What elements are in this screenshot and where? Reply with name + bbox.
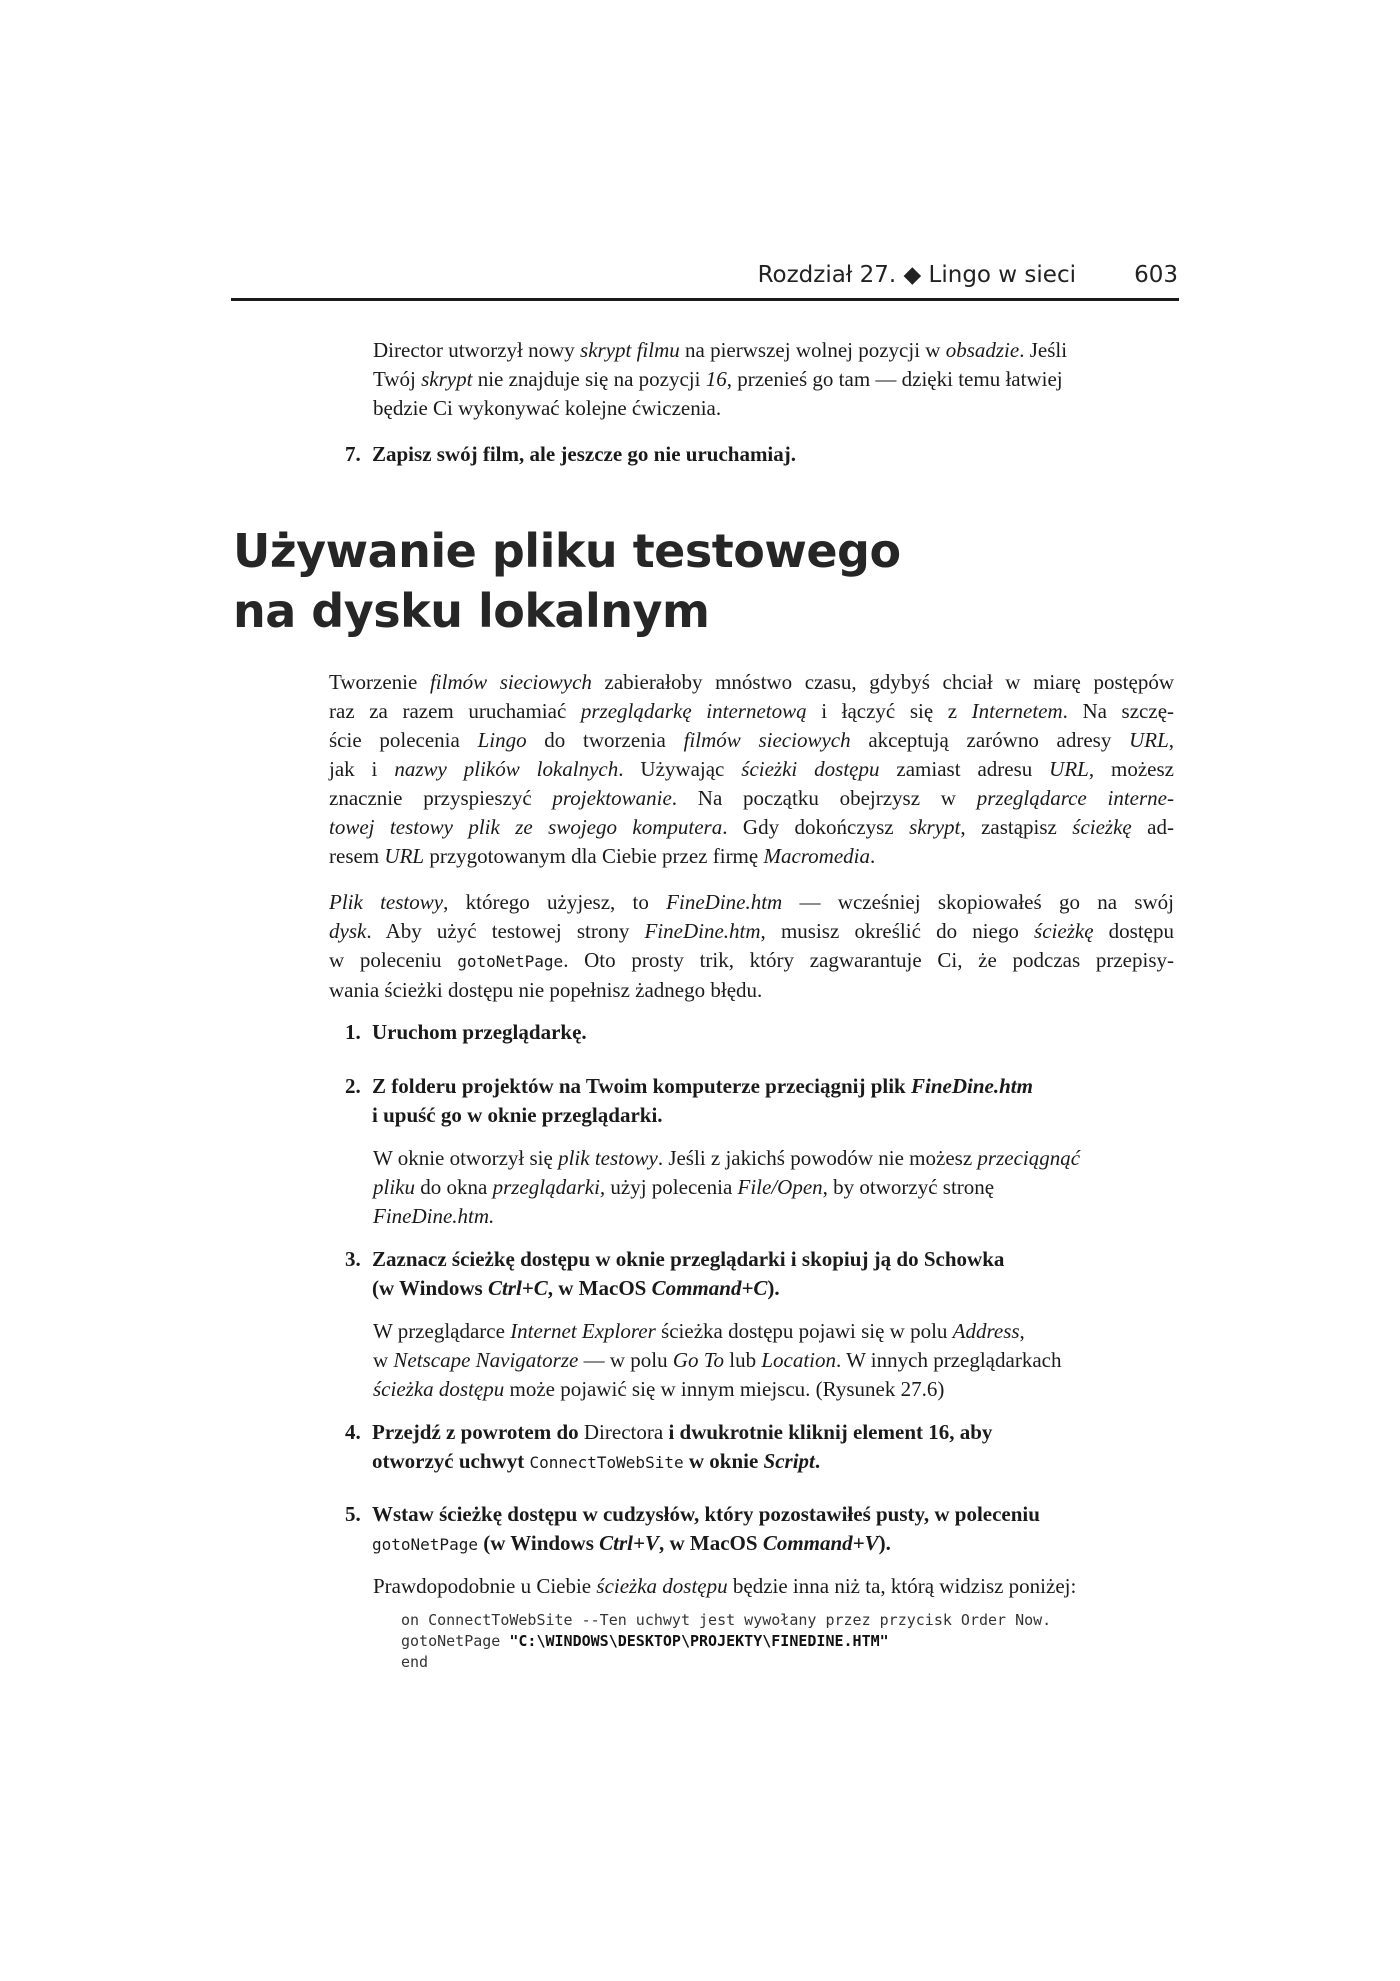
running-head xyxy=(232,262,1178,296)
text-line xyxy=(373,1144,1153,1173)
text: ścieżka dostępu pojawi się w polu xyxy=(655,1319,953,1343)
step-text: Uruchom przeglądarkę. xyxy=(372,1020,587,1044)
text-line xyxy=(329,726,1174,755)
text: będzie inna niż ta, którą widzisz poniżej: xyxy=(727,1574,1077,1598)
term: Script xyxy=(763,1449,815,1473)
text-line xyxy=(329,917,1174,946)
text-line xyxy=(329,784,1174,813)
app-name: Directora xyxy=(583,1420,664,1444)
text: . W innych przeglądarkach xyxy=(836,1348,1062,1372)
step-3 xyxy=(345,1245,1145,1305)
term: Go To xyxy=(672,1348,724,1372)
step-text xyxy=(372,1418,992,1477)
term: Lingo xyxy=(477,728,527,752)
text: zabierałoby mnóstwo czasu, gdybyś chciał w miarę postępów xyxy=(591,670,1174,694)
text: (w Windows xyxy=(477,1531,600,1555)
term: Internetem xyxy=(971,699,1063,723)
text: , przenieś go tam — dzięki temu łatwiej xyxy=(726,367,1063,391)
text-line xyxy=(372,1274,1004,1303)
step-3-note xyxy=(373,1317,1153,1404)
text: ście polecenia xyxy=(329,728,478,752)
term: przeglądarki, xyxy=(492,1175,606,1199)
text: dostępu xyxy=(1093,919,1174,943)
text-line: Wstaw ścieżkę dostępu w cudzysłów, który pozostawiłeś pusty, w poleceniu xyxy=(372,1502,1040,1526)
text: może pojawić się w innym miejscu. (Rysunek 27.6) xyxy=(504,1377,945,1401)
text: użyj polecenia xyxy=(605,1175,738,1199)
term: Macromedia xyxy=(763,844,870,868)
text: . Jeśli xyxy=(1019,338,1068,362)
text: do tworzenia xyxy=(526,728,684,752)
code-line: end xyxy=(401,1653,429,1671)
text: , którego użyjesz, to xyxy=(443,890,667,914)
step-number: 7. xyxy=(345,442,361,466)
text: . Aby użyć testowej strony xyxy=(366,919,645,943)
term: ścieżkę xyxy=(1034,919,1094,943)
text: do okna xyxy=(415,1175,493,1199)
text: W oknie otworzył się xyxy=(373,1146,559,1170)
term: skrypt xyxy=(421,367,473,391)
term: URL xyxy=(384,844,425,868)
heading-line: Używanie pliku testowego xyxy=(233,524,901,578)
text: , musisz określić do niego xyxy=(760,919,1035,943)
term: Internet Explorer xyxy=(510,1319,656,1343)
text: , możesz xyxy=(1088,757,1174,781)
text: , w MacOS xyxy=(658,1531,763,1555)
header-rule xyxy=(231,298,1179,301)
code-line: on ConnectToWebSite --Ten uchwyt jest wywołany przez przycisk Order Now. xyxy=(401,1611,1052,1629)
text-line xyxy=(373,1173,1153,1202)
step-number: 4. xyxy=(345,1420,361,1444)
code-term: gotoNetPage xyxy=(372,1535,478,1554)
text: . Na szczę- xyxy=(1062,699,1175,723)
step-text: Zapisz swój film, ale jeszcze go nie uruchamiaj. xyxy=(372,442,797,466)
term: 16 xyxy=(705,367,727,391)
step-text xyxy=(372,1245,1004,1303)
text-line xyxy=(329,755,1174,784)
code-text: gotoNetPage xyxy=(401,1632,510,1650)
text: Twój xyxy=(373,367,422,391)
term: URL xyxy=(1129,728,1169,752)
text-line: i upuść go w oknie przeglądarki. xyxy=(372,1103,663,1127)
text: Tworzenie xyxy=(329,670,430,694)
text: Z folderu projektów na Twoim komputerze przeciągnij plik xyxy=(372,1074,911,1098)
text-line xyxy=(329,813,1174,842)
step-number: 3. xyxy=(345,1247,361,1271)
text: ). xyxy=(767,1276,780,1300)
term: towej testowy plik ze swojego komputera xyxy=(329,815,723,839)
heading-line: na dysku lokalnym xyxy=(233,584,710,638)
text: akceptują zarówno adresy xyxy=(850,728,1130,752)
term: FineDine.htm xyxy=(666,890,783,914)
code-term: gotoNetPage xyxy=(457,952,564,971)
text: ad- xyxy=(1131,815,1174,839)
term: FineDine.htm xyxy=(644,919,761,943)
term: Address xyxy=(952,1319,1020,1343)
step-text xyxy=(372,1072,1033,1130)
text: i dwukrotnie kliknij element 16, aby xyxy=(663,1420,993,1444)
text: , zastąpisz xyxy=(960,815,1073,839)
text: i łączyć się z xyxy=(806,699,972,723)
paragraph-1 xyxy=(329,668,1174,871)
text: znacznie przyspieszyć xyxy=(329,786,553,810)
term: ścieżka dostępu xyxy=(373,1377,505,1401)
text: . xyxy=(814,1449,821,1473)
paragraph-2 xyxy=(329,888,1174,1005)
text: w poleceniu xyxy=(329,948,458,972)
code-term: ConnectToWebSite xyxy=(529,1453,684,1472)
term: ścieżkę xyxy=(1072,815,1132,839)
text: Przejdź z powrotem do xyxy=(372,1420,584,1444)
text: — w polu xyxy=(578,1348,673,1372)
text: — wcześniej skopiowałeś go na swój xyxy=(782,890,1175,914)
text: jak i xyxy=(329,757,395,781)
text: Director utworzył nowy xyxy=(373,338,581,362)
text: (w Windows xyxy=(372,1276,488,1300)
text: . xyxy=(870,844,876,868)
step-number: 1. xyxy=(345,1020,361,1044)
text: lub xyxy=(723,1348,762,1372)
step-2-note xyxy=(373,1144,1153,1231)
term: przeglądarce interne- xyxy=(976,786,1174,810)
text: . Na początku obejrzysz w xyxy=(671,786,977,810)
text-line xyxy=(329,668,1174,697)
intro-paragraph xyxy=(373,336,1106,423)
text-line xyxy=(329,697,1174,726)
term: File/Open xyxy=(737,1175,823,1199)
text: w oknie xyxy=(683,1449,764,1473)
section-heading xyxy=(233,521,901,641)
text-line xyxy=(373,1572,1173,1601)
text: zamiast adresu xyxy=(879,757,1050,781)
step-number: 2. xyxy=(345,1074,361,1098)
text-line xyxy=(373,336,1106,365)
step-5-note xyxy=(373,1572,1173,1601)
text-line xyxy=(329,842,1174,871)
term: przeciągnąć xyxy=(977,1146,1081,1170)
text: Prawdopodobnie u Ciebie xyxy=(373,1574,597,1598)
term: FineDine.htm. xyxy=(373,1204,495,1228)
term: skrypt xyxy=(909,815,961,839)
text: . Jeśli z jakichś powodów nie możesz xyxy=(657,1146,978,1170)
term: Netscape Navigatorze xyxy=(393,1348,579,1372)
term: nazwy plików lokalnych xyxy=(394,757,619,781)
text: nie znajduje się na pozycji xyxy=(472,367,706,391)
text-line: będzie Ci wykonywać kolejne ćwiczenia. xyxy=(373,396,722,420)
text-line xyxy=(373,1317,1153,1346)
term: obsadzie xyxy=(945,338,1020,362)
term: projektowanie xyxy=(552,786,672,810)
step-5 xyxy=(345,1500,1145,1560)
text: resem xyxy=(329,844,385,868)
text: otworzyć uchwyt xyxy=(372,1449,530,1473)
step-2 xyxy=(345,1072,1145,1132)
chapter-title: Rozdział 27. ◆ Lingo w sieci xyxy=(757,262,1076,288)
code-string: "C:\WINDOWS\DESKTOP\PROJEKTY\FINEDINE.HTM" xyxy=(509,1632,889,1650)
term: dysk xyxy=(329,919,367,943)
text-line xyxy=(372,1418,992,1447)
text-line xyxy=(329,888,1174,917)
step-4 xyxy=(345,1418,1145,1478)
text: przygotowanym dla Ciebie przez firmę xyxy=(424,844,764,868)
term: Location xyxy=(761,1348,836,1372)
text: , w MacOS xyxy=(547,1276,652,1300)
term: filmów sieciowych xyxy=(429,670,592,694)
text: ). xyxy=(878,1531,891,1555)
term: FineDine.htm xyxy=(911,1074,1033,1098)
text-line: wania ścieżki dostępu nie popełnisz żadnego błędu. xyxy=(329,978,763,1002)
text: , by otworzyć stronę xyxy=(822,1175,995,1199)
term: URL xyxy=(1049,757,1089,781)
text: W przeglądarce xyxy=(373,1319,511,1343)
term: skrypt filmu xyxy=(580,338,680,362)
page-number: 603 xyxy=(1134,262,1178,288)
term: przeglądarkę internetową xyxy=(580,699,807,723)
text-line xyxy=(329,946,1174,976)
text: raz za razem uruchamiać xyxy=(329,699,581,723)
text: . Używając xyxy=(618,757,742,781)
term: ścieżki dostępu xyxy=(741,757,880,781)
term: filmów sieciowych xyxy=(683,728,851,752)
text-line xyxy=(373,1346,1153,1375)
text: w xyxy=(373,1348,394,1372)
code-listing xyxy=(401,1610,1051,1673)
term: Command+C xyxy=(651,1276,768,1300)
text: na pierwszej wolnej pozycji w xyxy=(679,338,946,362)
term: Command+V xyxy=(762,1531,879,1555)
text-line xyxy=(373,365,1106,394)
term: pliku xyxy=(373,1175,415,1199)
text: . Oto prosty trik, który zagwarantuje Ci, że podczas przepisy- xyxy=(563,948,1174,972)
term: ścieżka dostępu xyxy=(596,1574,728,1598)
text-line xyxy=(372,1529,1040,1559)
term: Ctrl+C xyxy=(487,1276,548,1300)
text-line xyxy=(372,1072,1033,1101)
text: , xyxy=(1168,728,1175,752)
text-line xyxy=(373,1375,1153,1404)
text: , xyxy=(1019,1319,1025,1343)
term: plik testowy xyxy=(558,1146,658,1170)
term: Ctrl+V xyxy=(599,1531,659,1555)
text: . Gdy dokończysz xyxy=(722,815,910,839)
text-line xyxy=(372,1447,992,1477)
step-text xyxy=(372,1500,1040,1559)
term: Plik testowy xyxy=(329,890,444,914)
text-line: Zaznacz ścieżkę dostępu w oknie przeglądarki i skopiuj ją do Schowka xyxy=(372,1247,1005,1271)
code-line xyxy=(401,1631,1051,1652)
step-number: 5. xyxy=(345,1502,361,1526)
